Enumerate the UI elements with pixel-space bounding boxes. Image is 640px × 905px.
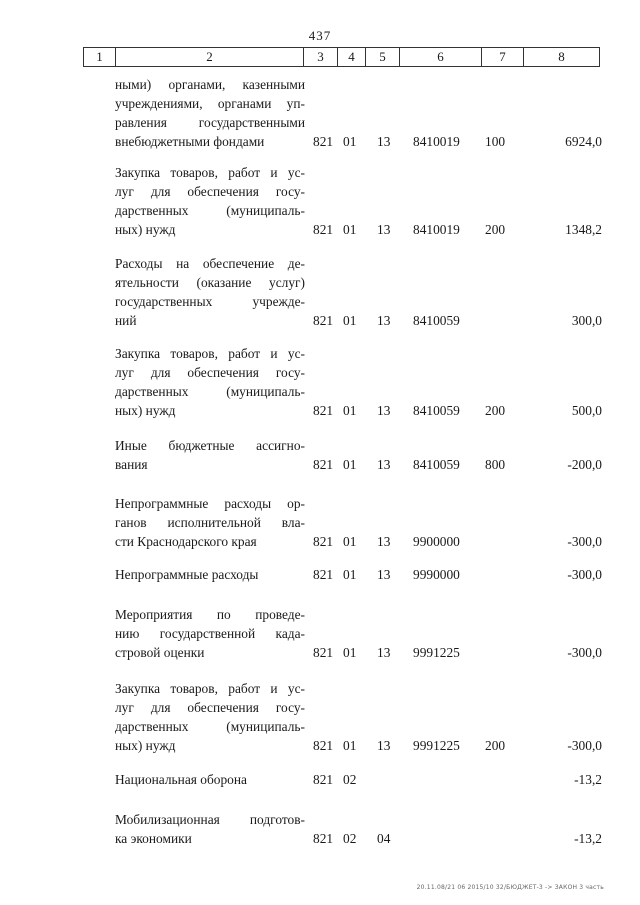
footer-stamp: 20.11.08/21 06 2015/10 32/БЮДЖЕТ-3 -> ЗАКОН 3 часть bbox=[416, 884, 604, 891]
row-description bbox=[115, 770, 305, 789]
cell-col-8: -300,0 bbox=[567, 738, 602, 753]
row-description bbox=[115, 810, 305, 848]
cell-col-8: 1348,2 bbox=[565, 222, 602, 237]
table-row bbox=[0, 163, 640, 239]
cell-col-3: 821 bbox=[313, 772, 334, 787]
cell-col-7: 100 bbox=[485, 134, 506, 149]
cell-col-5: 13 bbox=[377, 534, 391, 549]
table-row bbox=[0, 565, 640, 584]
description-line: дарственных (муниципаль- bbox=[115, 384, 305, 399]
description-line: ными) органами, казенными bbox=[115, 77, 305, 92]
description-line: дарственных (муниципаль- bbox=[115, 203, 305, 218]
cell-col-5: 13 bbox=[377, 645, 391, 660]
header-col-5: 5 bbox=[366, 48, 400, 66]
description-line: ганов исполнительной вла- bbox=[115, 515, 305, 530]
header-col-6: 6 bbox=[400, 48, 482, 66]
cell-col-5: 13 bbox=[377, 403, 391, 418]
cell-col-4: 01 bbox=[343, 222, 357, 237]
table-row bbox=[0, 770, 640, 789]
cell-col-4: 01 bbox=[343, 567, 357, 582]
cell-col-4: 02 bbox=[343, 772, 357, 787]
description-line: равления государственными bbox=[115, 115, 305, 130]
description-line: Закупка товаров, работ и ус- bbox=[115, 346, 305, 361]
description-line: ных) нужд bbox=[115, 222, 176, 237]
cell-col-3: 821 bbox=[313, 403, 334, 418]
cell-col-5: 13 bbox=[377, 457, 391, 472]
description-line: Непрограммные расходы bbox=[115, 567, 259, 582]
description-line: Расходы на обеспечение де- bbox=[115, 256, 305, 271]
cell-col-4: 01 bbox=[343, 403, 357, 418]
row-description bbox=[115, 344, 305, 420]
description-line: вания bbox=[115, 457, 148, 472]
header-col-3: 3 bbox=[304, 48, 338, 66]
description-line: луг для обеспечения госу- bbox=[115, 700, 305, 715]
description-line: ка экономики bbox=[115, 831, 192, 846]
page-number: 437 bbox=[308, 28, 332, 43]
table-row bbox=[0, 605, 640, 662]
cell-col-8: -200,0 bbox=[567, 457, 602, 472]
description-line: ных) нужд bbox=[115, 403, 176, 418]
cell-col-8: -300,0 bbox=[567, 567, 602, 582]
table-row bbox=[0, 810, 640, 848]
cell-col-5: 13 bbox=[377, 738, 391, 753]
cell-col-3: 821 bbox=[313, 567, 334, 582]
cell-col-3: 821 bbox=[313, 645, 334, 660]
cell-col-4: 01 bbox=[343, 313, 357, 328]
cell-col-3: 821 bbox=[313, 738, 334, 753]
description-line: ных) нужд bbox=[115, 738, 176, 753]
cell-col-6: 9991225 bbox=[413, 738, 460, 753]
row-description bbox=[115, 605, 305, 662]
description-line: учреждениями, органами уп- bbox=[115, 96, 305, 111]
description-line: луг для обеспечения госу- bbox=[115, 365, 305, 380]
cell-col-3: 821 bbox=[313, 222, 334, 237]
cell-col-6: 8410059 bbox=[413, 313, 460, 328]
row-description bbox=[115, 436, 305, 474]
cell-col-5: 13 bbox=[377, 134, 391, 149]
cell-col-5: 13 bbox=[377, 313, 391, 328]
header-col-4: 4 bbox=[338, 48, 366, 66]
description-line: дарственных (муниципаль- bbox=[115, 719, 305, 734]
header-col-8: 8 bbox=[524, 48, 600, 66]
description-line: государственных учрежде- bbox=[115, 294, 305, 309]
description-line: Закупка товаров, работ и ус- bbox=[115, 681, 305, 696]
cell-col-7: 800 bbox=[485, 457, 506, 472]
header-col-1: 1 bbox=[84, 48, 116, 66]
table-row bbox=[0, 344, 640, 420]
cell-col-8: 500,0 bbox=[571, 403, 602, 418]
cell-col-4: 01 bbox=[343, 645, 357, 660]
description-line: Закупка товаров, работ и ус- bbox=[115, 165, 305, 180]
table-header-row bbox=[83, 47, 600, 67]
cell-col-6: 8410059 bbox=[413, 403, 460, 418]
description-line: луг для обеспечения госу- bbox=[115, 184, 305, 199]
cell-col-8: -13,2 bbox=[574, 831, 602, 846]
description-line: Национальная оборона bbox=[115, 772, 247, 787]
cell-col-3: 821 bbox=[313, 534, 334, 549]
description-line: нию государственной када- bbox=[115, 626, 305, 641]
row-description bbox=[115, 679, 305, 755]
description-line: ятельности (оказание услуг) bbox=[115, 275, 305, 290]
cell-col-5: 13 bbox=[377, 222, 391, 237]
cell-col-6: 9990000 bbox=[413, 567, 460, 582]
cell-col-6: 8410019 bbox=[413, 222, 460, 237]
row-description bbox=[115, 494, 305, 551]
cell-col-4: 01 bbox=[343, 738, 357, 753]
description-line: сти Краснодарского края bbox=[115, 534, 257, 549]
header-col-7: 7 bbox=[482, 48, 524, 66]
description-line: ний bbox=[115, 313, 137, 328]
cell-col-7: 200 bbox=[485, 222, 506, 237]
table-row bbox=[0, 254, 640, 330]
row-description bbox=[115, 75, 305, 151]
table-row bbox=[0, 436, 640, 474]
table-row bbox=[0, 494, 640, 551]
table-row bbox=[0, 679, 640, 755]
cell-col-5: 04 bbox=[377, 831, 391, 846]
description-line: стровой оценки bbox=[115, 645, 205, 660]
cell-col-8: -13,2 bbox=[574, 772, 602, 787]
description-line: внебюджетными фондами bbox=[115, 134, 265, 149]
cell-col-3: 821 bbox=[313, 831, 334, 846]
header-col-2: 2 bbox=[116, 48, 304, 66]
row-description bbox=[115, 565, 305, 584]
cell-col-6: 9900000 bbox=[413, 534, 460, 549]
table-row bbox=[0, 75, 640, 151]
cell-col-7: 200 bbox=[485, 738, 506, 753]
description-line: Иные бюджетные ассигно- bbox=[115, 438, 305, 453]
cell-col-7: 200 bbox=[485, 403, 506, 418]
cell-col-3: 821 bbox=[313, 457, 334, 472]
cell-col-3: 821 bbox=[313, 134, 334, 149]
cell-col-4: 02 bbox=[343, 831, 357, 846]
cell-col-4: 01 bbox=[343, 134, 357, 149]
row-description bbox=[115, 254, 305, 330]
cell-col-8: 300,0 bbox=[571, 313, 602, 328]
cell-col-4: 01 bbox=[343, 534, 357, 549]
cell-col-8: -300,0 bbox=[567, 645, 602, 660]
description-line: Непрограммные расходы ор- bbox=[115, 496, 305, 511]
cell-col-5: 13 bbox=[377, 567, 391, 582]
cell-col-8: 6924,0 bbox=[565, 134, 602, 149]
description-line: Мобилизационная подготов- bbox=[115, 812, 305, 827]
cell-col-6: 8410059 bbox=[413, 457, 460, 472]
cell-col-6: 8410019 bbox=[413, 134, 460, 149]
cell-col-3: 821 bbox=[313, 313, 334, 328]
row-description bbox=[115, 163, 305, 239]
description-line: Мероприятия по проведе- bbox=[115, 607, 305, 622]
cell-col-4: 01 bbox=[343, 457, 357, 472]
cell-col-6: 9991225 bbox=[413, 645, 460, 660]
cell-col-8: -300,0 bbox=[567, 534, 602, 549]
